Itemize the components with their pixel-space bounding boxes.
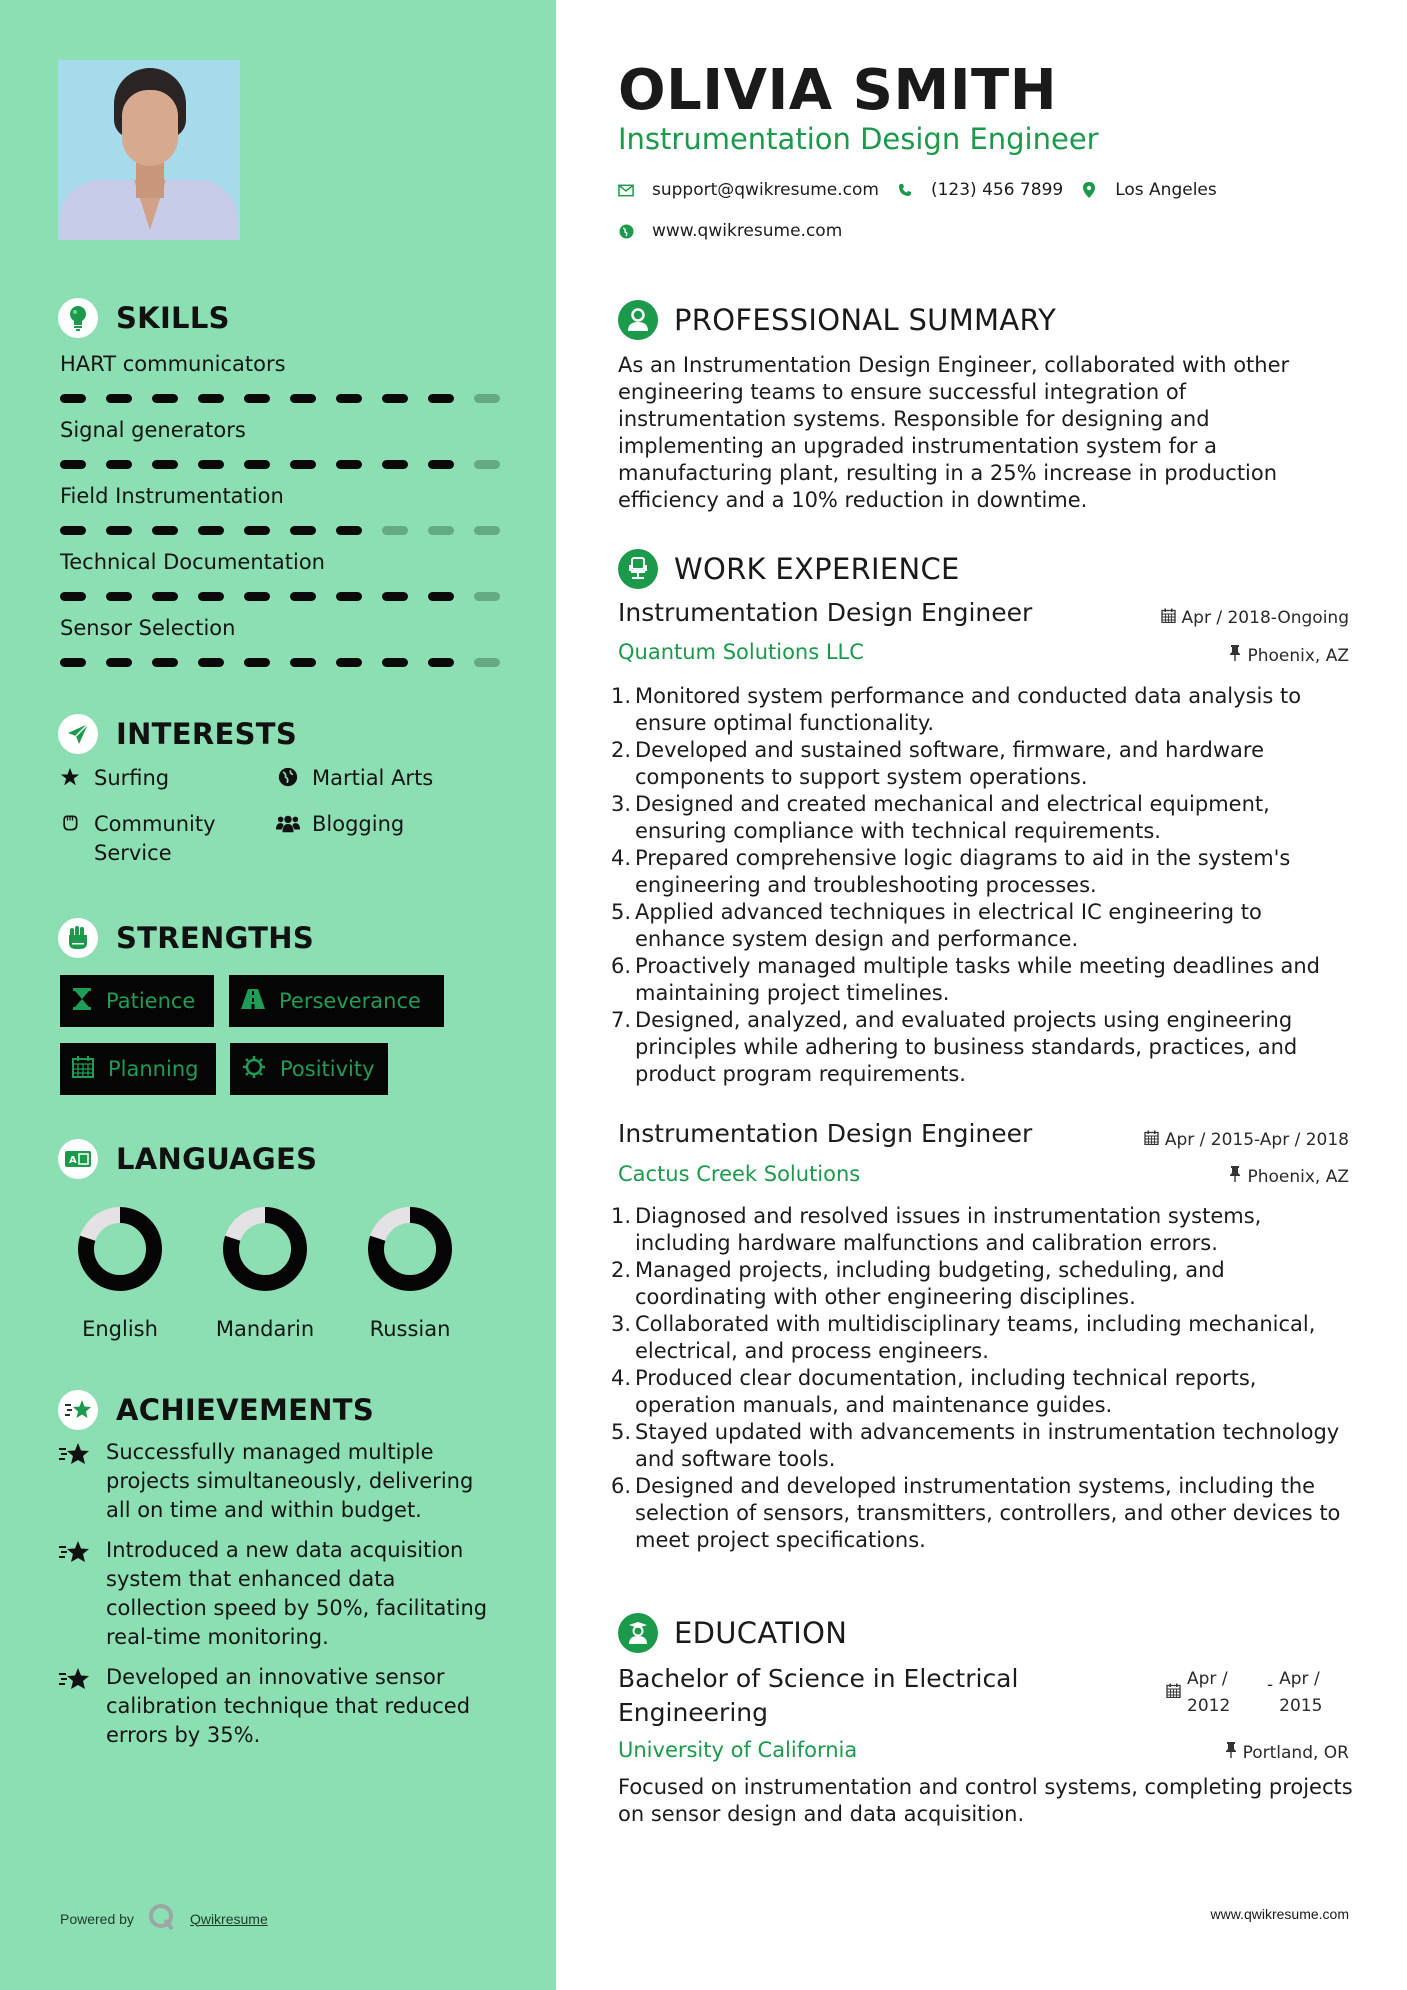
- user-icon: [618, 300, 658, 340]
- shooting-star-icon: [58, 1663, 92, 1750]
- skill-level-dash: [152, 592, 178, 601]
- skill-level-bar: [60, 460, 500, 469]
- achievement-item: Successfully managed multiple projects simultaneously, delivering all on time and within budget.: [58, 1438, 498, 1525]
- strengths-heading: [58, 918, 314, 958]
- skill-level-dash: [152, 526, 178, 535]
- website-link[interactable]: www.qwikresume.com: [652, 221, 843, 241]
- qwikresume-link[interactable]: Qwikresume: [189, 1910, 268, 1927]
- skill-level-dash: [474, 526, 500, 535]
- hourglass-icon: [72, 988, 92, 1015]
- skill-level-bar: [60, 592, 500, 601]
- calendar-icon: [1161, 608, 1176, 628]
- list-item: 1. Monitored system performance and conducted data analysis to ensure optimal functionality.: [611, 684, 1302, 735]
- degree: Bachelor of Science in Electrical Engineering: [618, 1664, 1019, 1727]
- list-item: 2. Developed and sustained software, firmware, and hardware components to support system operations.: [611, 738, 1264, 789]
- language-item: Mandarin: [205, 1207, 325, 1341]
- hand-icon: [58, 810, 82, 833]
- lightbulb-icon: [58, 298, 98, 338]
- interests-title: INTERESTS: [116, 717, 298, 751]
- skill-level-dash: [106, 526, 132, 535]
- skill-item: Signal generators: [60, 418, 500, 469]
- skill-level-dash: [474, 460, 500, 469]
- skill-item: Sensor Selection: [60, 616, 500, 667]
- interest-item: Martial Arts: [276, 764, 433, 793]
- skill-level-dash: [428, 460, 454, 469]
- office-chair-icon: [618, 549, 658, 589]
- skill-level-dash: [290, 592, 316, 601]
- language-proficiency-ring: [223, 1207, 307, 1291]
- skill-level-dash: [106, 658, 132, 667]
- achievement-item: Introduced a new data acquisition system that enhanced data collection speed by 50%, facilitating real-time monitoring.: [58, 1536, 498, 1652]
- skill-level-dash: [382, 658, 408, 667]
- language-proficiency-ring: [78, 1207, 162, 1291]
- map-pin-icon: [1081, 182, 1097, 198]
- svg-text:A: A: [69, 1155, 78, 1166]
- skill-level-dash: [428, 526, 454, 535]
- skill-level-dash: [290, 526, 316, 535]
- skill-level-dash: [106, 394, 132, 403]
- interest-item: Community Service: [58, 810, 258, 868]
- school-name: University of California: [618, 1738, 858, 1762]
- skills-title: SKILLS: [116, 301, 230, 335]
- skill-level-dash: [152, 658, 178, 667]
- skill-level-bar: [60, 394, 500, 403]
- skill-level-dash: [60, 592, 86, 601]
- skill-level-dash: [198, 526, 224, 535]
- skill-level-dash: [382, 526, 408, 535]
- skill-level-dash: [198, 658, 224, 667]
- globe-icon: [618, 224, 634, 239]
- job-title: Instrumentation Design Engineer: [618, 1119, 1033, 1148]
- skill-item: Technical Documentation: [60, 550, 500, 601]
- skill-level-dash: [60, 526, 86, 535]
- job-responsibilities: [611, 1203, 1356, 1554]
- interests-heading: [58, 714, 297, 754]
- skill-level-dash: [336, 460, 362, 469]
- shooting-star-icon: [58, 1390, 98, 1430]
- skill-level-dash: [106, 592, 132, 601]
- language-item: Russian: [350, 1207, 470, 1341]
- skill-level-dash: [244, 526, 270, 535]
- skill-level-dash: [106, 460, 132, 469]
- calendar-icon: [72, 1056, 94, 1083]
- shooting-star-icon: [58, 1536, 92, 1652]
- languages-heading: [58, 1139, 317, 1179]
- skill-level-dash: [382, 460, 408, 469]
- summary-text: As an Instrumentation Design Engineer, collaborated with other engineering teams to ensure successful integration of instrumentation systems. Responsible for designing and implementing an upgraded instrumentation system for a manufacturing plant, resulting in a 25% increase in production efficiency and a 10% reduction in downtime.: [618, 353, 1290, 512]
- skill-level-bar: [60, 658, 500, 667]
- education-dates: Apr / 2012 - Apr / 2015: [1166, 1666, 1331, 1720]
- skill-level-dash: [382, 394, 408, 403]
- languages-title: LANGUAGES: [116, 1142, 318, 1176]
- language-item: English: [60, 1207, 180, 1341]
- list-item: 4. Prepared comprehensive logic diagrams to aid in the system's engineering and troubleshooting processes.: [611, 846, 1291, 897]
- list-item: 2. Managed projects, including budgeting, scheduling, and coordinating with other engineering disciplines.: [611, 1258, 1225, 1309]
- fist-icon: [58, 918, 98, 958]
- experience-heading: WORK EXPERIENCE: [618, 549, 960, 589]
- skill-level-bar: [60, 526, 500, 535]
- paper-plane-icon: [58, 714, 98, 754]
- phone-icon: [897, 183, 913, 197]
- pushpin-icon: [1229, 645, 1241, 666]
- list-item: 4. Produced clear documentation, including technical reports, operation manuals, and maintenance guides.: [611, 1366, 1257, 1417]
- company-name: Quantum Solutions LLC: [618, 640, 864, 664]
- skill-level-dash: [290, 460, 316, 469]
- skill-level-dash: [152, 394, 178, 403]
- skill-level-dash: [474, 394, 500, 403]
- strength-badge: Positivity: [230, 1043, 388, 1095]
- email-link[interactable]: support@qwikresume.com: [652, 180, 879, 200]
- skill-level-dash: [60, 394, 86, 403]
- list-item: 5. Applied advanced techniques in electrical IC engineering to enhance system design and performance.: [611, 900, 1262, 951]
- skill-level-dash: [198, 394, 224, 403]
- skill-level-dash: [382, 592, 408, 601]
- road-icon: [241, 989, 265, 1014]
- list-item: 3. Collaborated with multidisciplinary teams, including mechanical, electrical, and process engineers.: [611, 1312, 1316, 1363]
- skill-level-dash: [428, 658, 454, 667]
- powered-by: Powered by Qwikresume: [60, 1903, 268, 1934]
- candidate-name: OLIVIA SMITH: [618, 58, 1058, 123]
- list-item: 1. Diagnosed and resolved issues in instrumentation systems, including hardware malfunctions and calibration errors.: [611, 1204, 1262, 1255]
- profile-photo: [58, 60, 240, 240]
- list-item: 7. Designed, analyzed, and evaluated projects using engineering principles while adhering to business standards, practices, and product program requirements.: [611, 1008, 1298, 1086]
- contact-row: [618, 180, 1217, 200]
- company-name: Cactus Creek Solutions: [618, 1162, 861, 1186]
- list-item: 6. Proactively managed multiple tasks while meeting deadlines and maintaining project timelines.: [611, 954, 1320, 1005]
- skill-level-dash: [336, 592, 362, 601]
- skill-level-dash: [60, 658, 86, 667]
- strengths-title: STRENGTHS: [116, 921, 315, 955]
- graduate-icon: [618, 1613, 658, 1653]
- calendar-icon: [1166, 1666, 1181, 1720]
- language-icon: [58, 1139, 98, 1179]
- list-item: 3. Designed and created mechanical and electrical equipment, ensuring compliance with technical requirements.: [611, 792, 1270, 843]
- skill-level-dash: [290, 658, 316, 667]
- skill-level-dash: [290, 394, 316, 403]
- strength-badge: Planning: [60, 1043, 216, 1095]
- summary-heading: PROFESSIONAL SUMMARY: [618, 300, 1056, 340]
- pushpin-icon: [1229, 1166, 1241, 1187]
- star-icon: [58, 764, 82, 787]
- skill-level-dash: [474, 592, 500, 601]
- qwikresume-logo-icon: [148, 1903, 176, 1934]
- footer-website-link[interactable]: www.qwikresume.com: [1210, 1906, 1349, 1922]
- pushpin-icon: [1225, 1742, 1237, 1763]
- skill-level-dash: [244, 460, 270, 469]
- job-dates: Apr / 2015-Apr / 2018: [1144, 1130, 1349, 1150]
- strength-badge: Patience: [60, 975, 214, 1027]
- list-item: 5. Stayed updated with advancements in instrumentation technology and software tools.: [611, 1420, 1340, 1471]
- job-title: Instrumentation Design Engineer: [618, 598, 1033, 627]
- skill-level-dash: [428, 394, 454, 403]
- list-item: 6. Designed and developed instrumentation systems, including the selection of sensors, transmitters, controllers, and other devices to meet project specifications.: [611, 1474, 1341, 1552]
- skill-level-dash: [60, 460, 86, 469]
- calendar-icon: [1144, 1130, 1159, 1150]
- shooting-star-icon: [58, 1438, 92, 1525]
- job-location: Phoenix, AZ: [1229, 1166, 1349, 1187]
- location: Los Angeles: [1115, 180, 1217, 200]
- skill-item: Field Instrumentation: [60, 484, 500, 535]
- skill-level-dash: [244, 658, 270, 667]
- globe-icon: [276, 764, 300, 787]
- job-responsibilities: [611, 683, 1356, 1088]
- job-location: Phoenix, AZ: [1229, 645, 1349, 666]
- envelope-icon: [618, 184, 634, 197]
- skill-level-dash: [336, 526, 362, 535]
- education-heading: EDUCATION: [618, 1613, 847, 1653]
- users-icon: [276, 810, 300, 835]
- language-proficiency-ring: [368, 1207, 452, 1291]
- skills-heading: [58, 298, 230, 338]
- interest-item: Surfing: [58, 764, 169, 793]
- skill-level-dash: [428, 592, 454, 601]
- education-location: Portland, OR: [1225, 1742, 1349, 1763]
- skill-level-dash: [336, 394, 362, 403]
- skill-level-dash: [336, 658, 362, 667]
- skill-level-dash: [198, 592, 224, 601]
- website-row: [618, 221, 842, 241]
- sun-icon: [242, 1055, 266, 1084]
- strength-badge: Perseverance: [229, 975, 444, 1027]
- skill-level-dash: [198, 460, 224, 469]
- achievements-title: ACHIEVEMENTS: [116, 1393, 375, 1427]
- achievements-heading: [58, 1390, 374, 1430]
- candidate-role: Instrumentation Design Engineer: [618, 122, 1099, 156]
- skill-level-dash: [244, 394, 270, 403]
- interest-item: Blogging: [276, 810, 404, 839]
- education-description: Focused on instrumentation and control systems, completing projects on sensor design and data acquisition.: [618, 1775, 1353, 1826]
- skill-level-dash: [474, 658, 500, 667]
- sidebar: [0, 0, 556, 1990]
- skill-item: HART communicators: [60, 352, 500, 403]
- skill-level-dash: [152, 460, 178, 469]
- skill-level-dash: [244, 592, 270, 601]
- job-dates: Apr / 2018-Ongoing: [1161, 608, 1349, 628]
- achievement-item: Developed an innovative sensor calibration technique that reduced errors by 35%.: [58, 1663, 498, 1750]
- phone-number: (123) 456 7899: [930, 180, 1064, 200]
